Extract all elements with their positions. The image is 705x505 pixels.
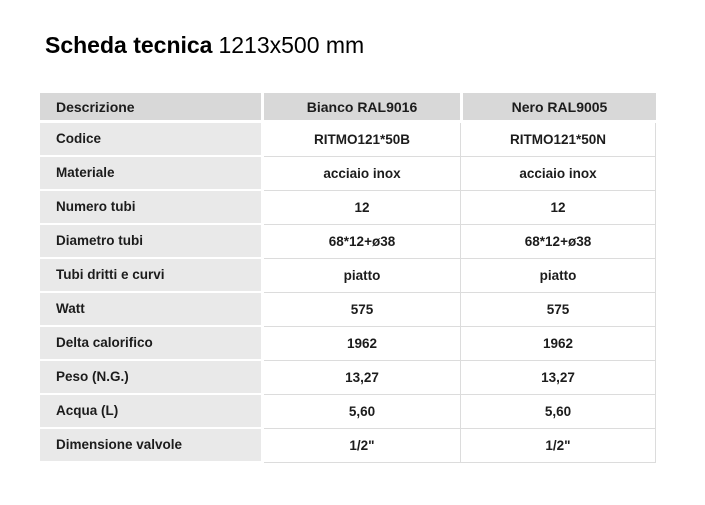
page-title-text: Scheda tecnica [45, 32, 213, 58]
product-dimensions: 1213x500 mm [218, 32, 365, 58]
row-label: Numero tubi [40, 191, 264, 225]
cell-nero: 575 [460, 293, 656, 327]
cell-nero: acciaio inox [460, 157, 656, 191]
cell-bianco: 68*12+ø38 [264, 225, 460, 259]
row-label: Acqua (L) [40, 395, 264, 429]
row-label: Tubi dritti e curvi [40, 259, 264, 293]
cell-bianco: 5,60 [264, 395, 460, 429]
page-title [45, 32, 364, 59]
cell-nero: 13,27 [460, 361, 656, 395]
row-label: Codice [40, 123, 264, 157]
row-label: Materiale [40, 157, 264, 191]
cell-nero: RITMO121*50N [460, 123, 656, 157]
cell-nero: 5,60 [460, 395, 656, 429]
cell-bianco: 1/2" [264, 429, 460, 463]
cell-bianco: 575 [264, 293, 460, 327]
cell-bianco: RITMO121*50B [264, 123, 460, 157]
cell-bianco: acciaio inox [264, 157, 460, 191]
row-label: Dimensione valvole [40, 429, 264, 463]
cell-nero: 1962 [460, 327, 656, 361]
spec-table [40, 93, 656, 463]
row-label: Delta calorifico [40, 327, 264, 361]
row-label: Diametro tubi [40, 225, 264, 259]
row-label: Watt [40, 293, 264, 327]
cell-nero: 68*12+ø38 [460, 225, 656, 259]
cell-bianco: 12 [264, 191, 460, 225]
cell-bianco: 1962 [264, 327, 460, 361]
column-header-nero: Nero RAL9005 [460, 93, 656, 123]
cell-bianco: 13,27 [264, 361, 460, 395]
cell-nero: 12 [460, 191, 656, 225]
row-label: Peso (N.G.) [40, 361, 264, 395]
cell-bianco: piatto [264, 259, 460, 293]
column-header-bianco: Bianco RAL9016 [264, 93, 460, 123]
column-header-descrizione: Descrizione [40, 93, 264, 123]
cell-nero: 1/2" [460, 429, 656, 463]
cell-nero: piatto [460, 259, 656, 293]
